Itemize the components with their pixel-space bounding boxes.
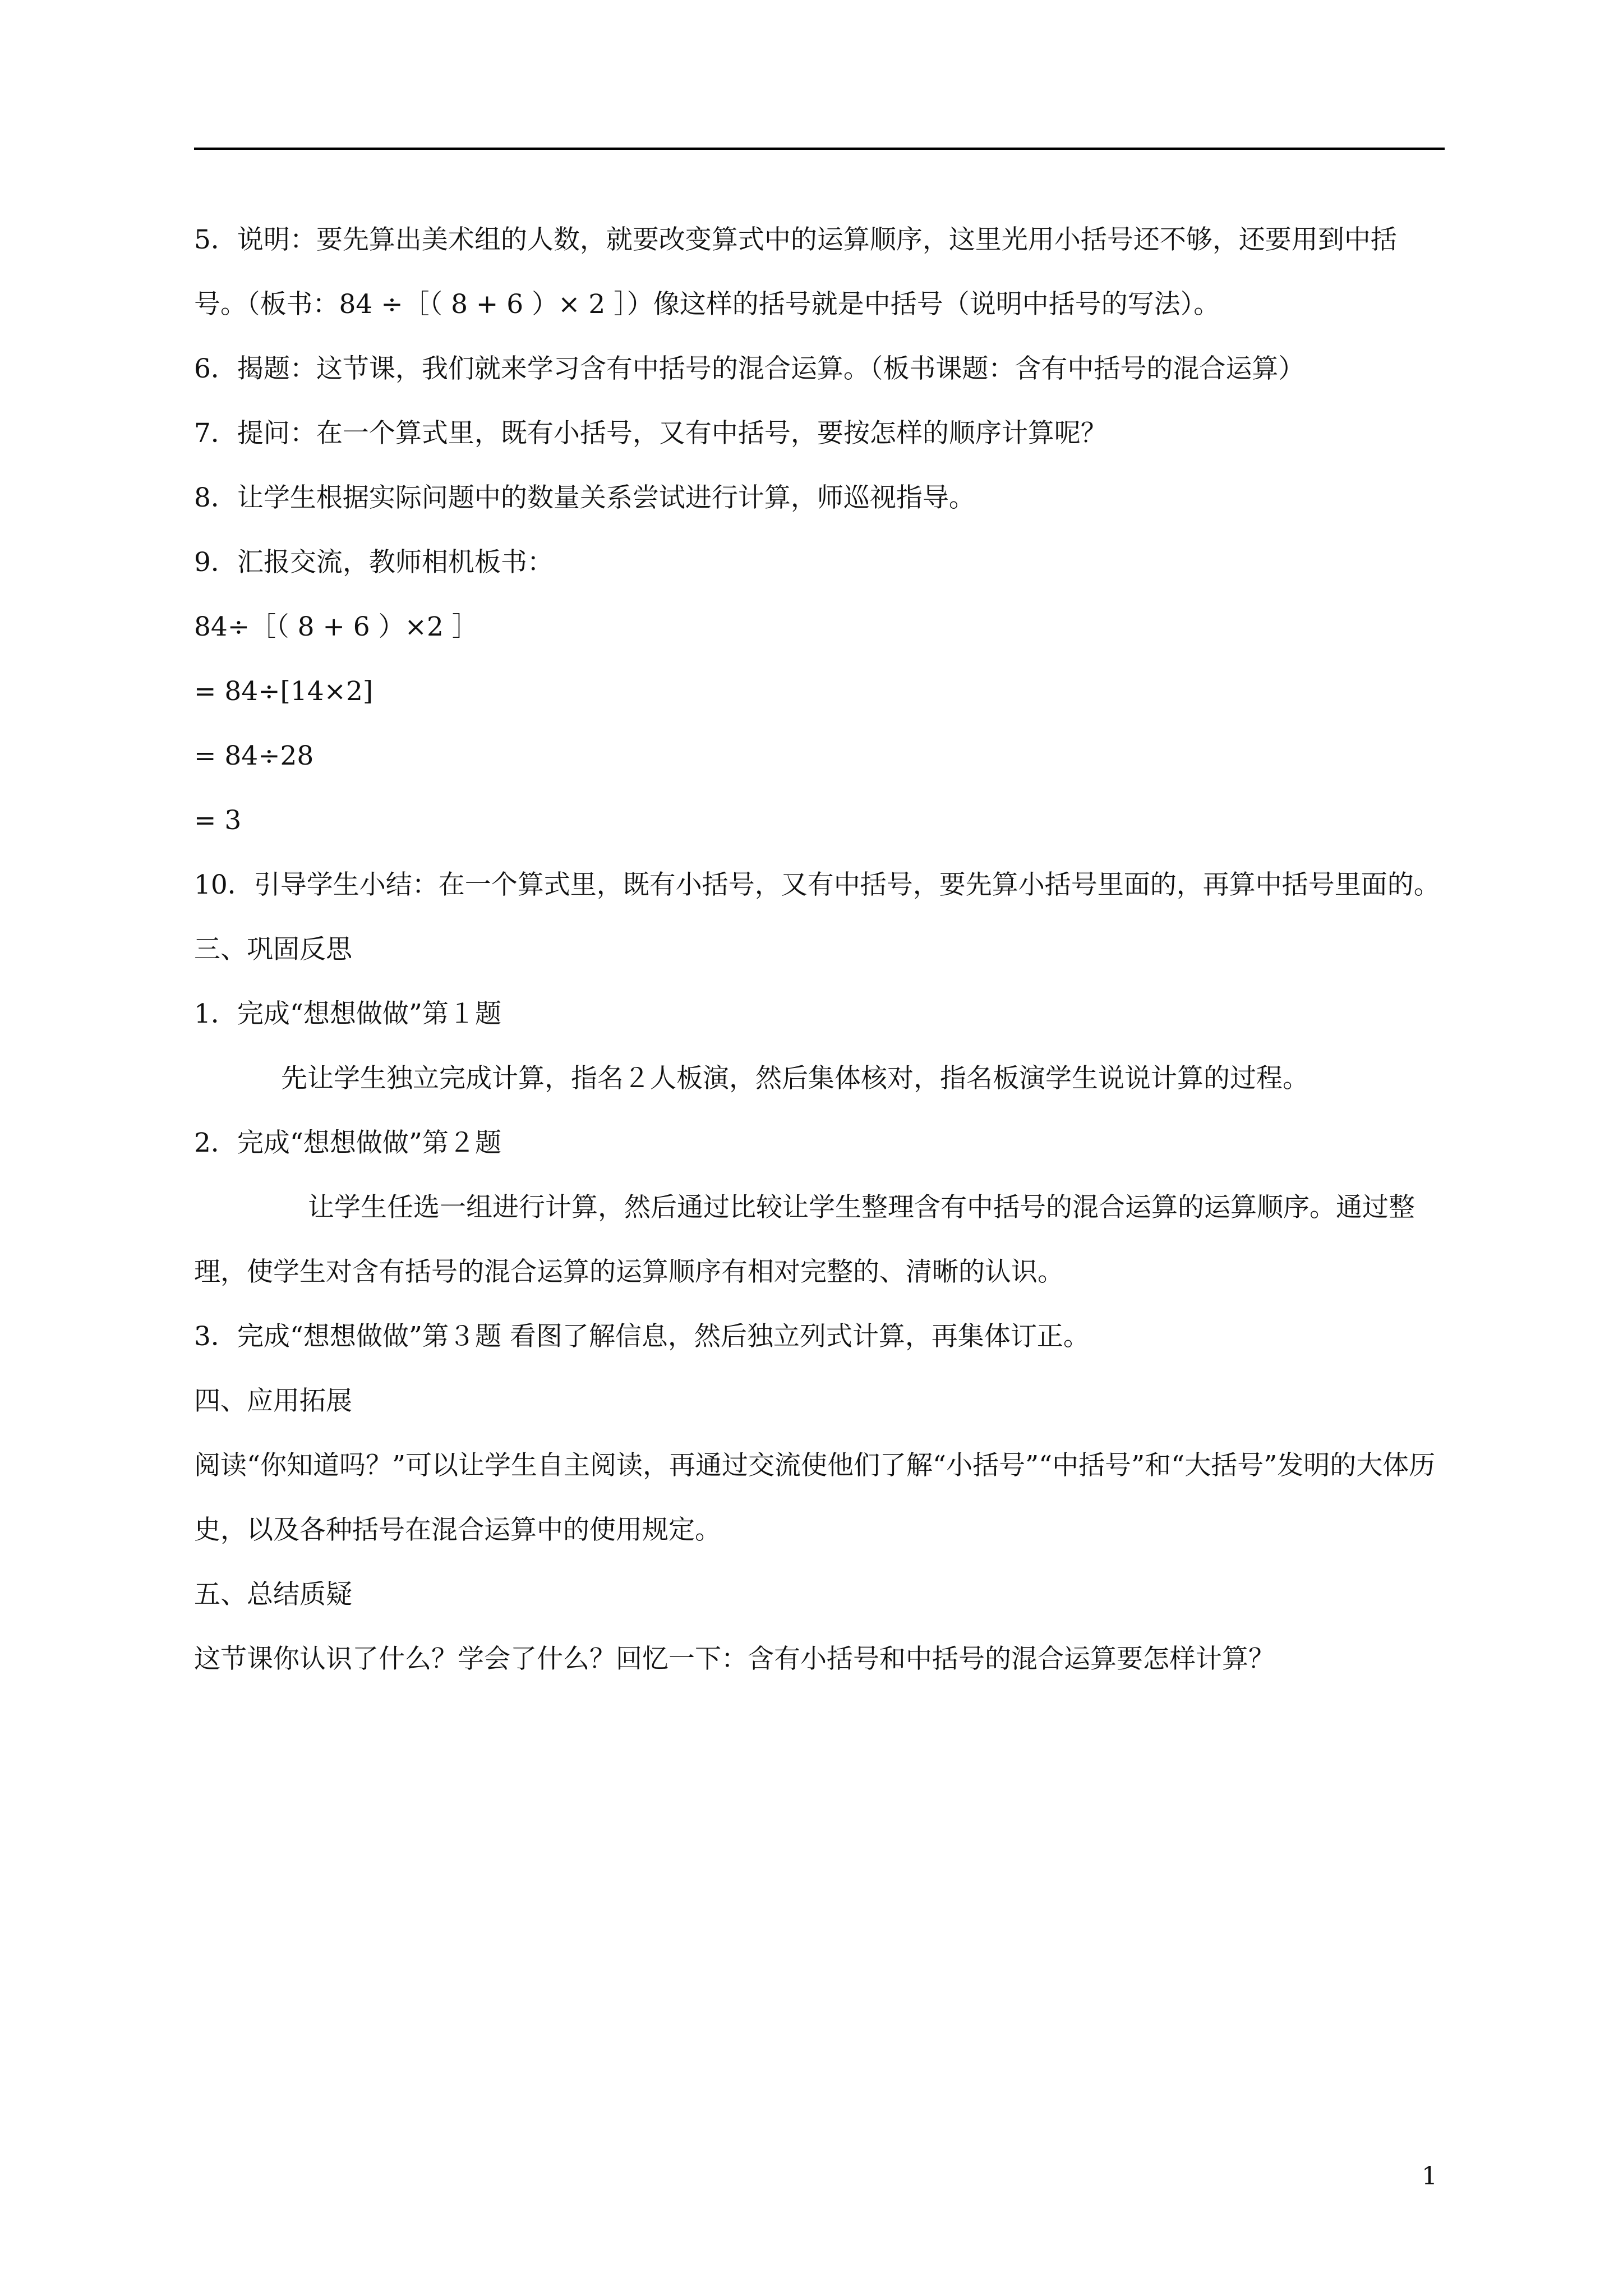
exercise-1-body: 先让学生独立完成计算，指名２人板演，然后集体核对，指名板演学生说说计算的过程。 [281,1063,1309,1094]
exercise-2-heading: 2．完成“想想做做”第２题 [194,1128,501,1158]
paragraph-step-7: 7．提问：在一个算式里，既有小括号，又有中括号，要按怎样的顺序计算呢？ [194,418,1107,449]
paragraph-step-10: 10．引导学生小结：在一个算式里，既有小括号，又有中括号，要先算小括号里面的，再算中括号里面的。 [194,869,1440,900]
section-heading-4: 四、应用拓展 [194,1386,352,1416]
paragraph-step-5: 5．说明：要先算出美术组的人数，就要改变算式中的运算顺序，这里光用小括号还不够，还要用到中括号。（板书：84 ÷［（ 8 + 6 ）× 2 ］）像这样的括号就是中括号（说明中括号的写法）。 [194,224,1397,320]
section-heading-5: 五、总结质疑 [194,1579,352,1610]
page-number: 1 [1422,2162,1437,2191]
header-rule [194,148,1445,150]
equation-line-1: 84÷［（ 8 + 6 ）×2 ］ [194,611,478,642]
paragraph-step-9: 9．汇报交流，教师相机板书： [194,547,554,578]
document-body [194,208,1447,1691]
paragraph-step-8: 8．让学生根据实际问题中的数量关系尝试进行计算，师巡视指导。 [194,482,975,513]
section-heading-3: 三、巩固反思 [194,934,352,965]
exercise-2-body: 让学生任选一组进行计算，然后通过比较让学生整理含有中括号的混合运算的运算顺序。通过整理，使学生对含有括号的混合运算的运算顺序有相对完整的、清晰的认识。 [194,1192,1415,1287]
exercise-3-line: 3．完成“想想做做”第３题 看图了解信息，然后独立列式计算，再集体订正。 [194,1321,1090,1352]
equation-line-2: = 84÷[14×2] [194,676,374,707]
summary-paragraph: 这节课你认识了什么？学会了什么？回忆一下：含有小括号和中括号的混合运算要怎样计算？ [194,1644,1275,1674]
paragraph-step-6: 6．揭题：这节课，我们就来学习含有中括号的混合运算。（板书课题：含有中括号的混合运算） [194,353,1305,384]
exercise-1-heading: 1．完成“想想做做”第１题 [194,999,501,1029]
equation-line-4: = 3 [194,805,242,836]
reading-paragraph: 阅读“你知道吗？”可以让学生自主阅读，再通过交流使他们了解“小括号”“中括号”和“大括号”发明的大体历史，以及各种括号在混合运算中的使用规定。 [194,1450,1436,1545]
equation-line-3: = 84÷28 [194,740,314,771]
